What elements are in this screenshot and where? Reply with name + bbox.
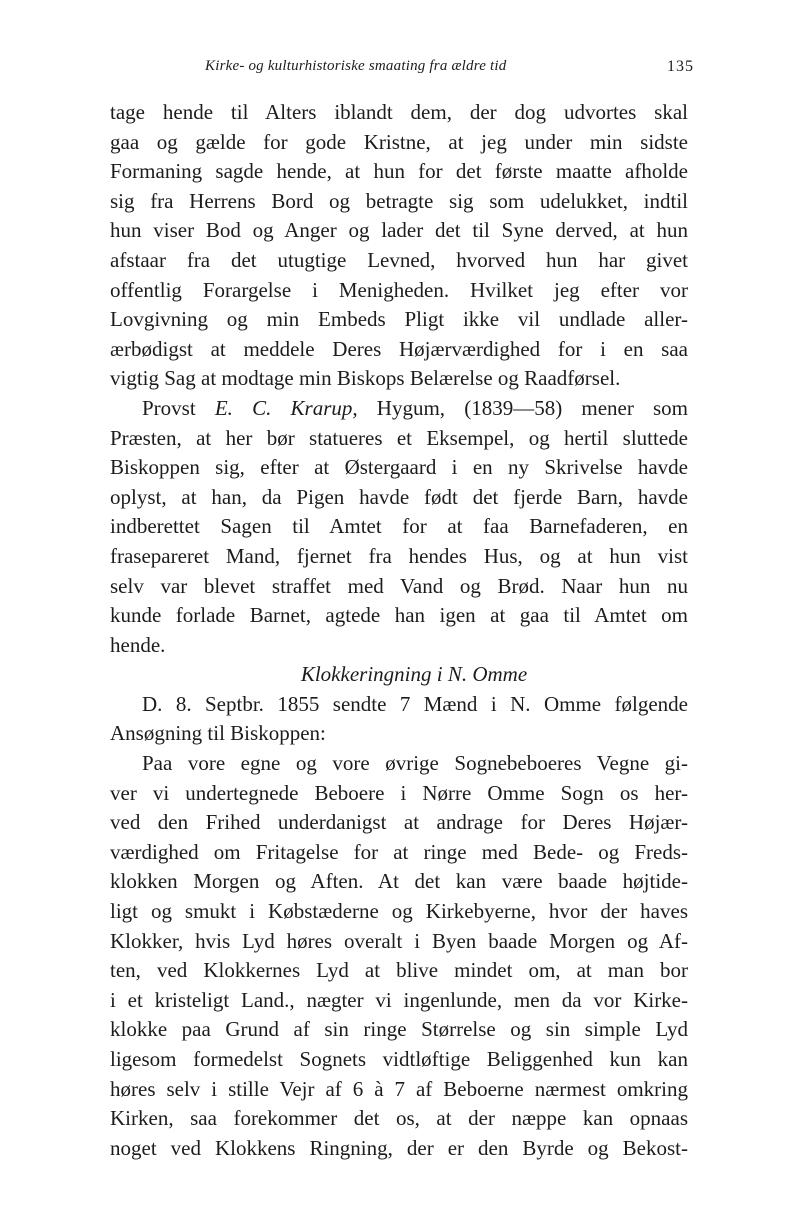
running-title: Kirke- og kulturhistoriske smaating fra ældre tid <box>205 58 507 74</box>
text-line: Lovgivning og min Embeds Pligt ikke vil undlade aller- <box>110 307 688 332</box>
paragraph-3 <box>110 690 688 749</box>
paragraph-2 <box>110 394 688 660</box>
text-line: fraseparеret Mand, fjernet fra hendes Hus, og at hun vist <box>110 543 688 568</box>
paragraph-1 <box>110 98 688 394</box>
text-line: indberettet Sagen til Amtet for at faa Barnefaderen, en <box>110 514 688 539</box>
text-line: Præsten, at her bør statueres et Eksempel, og hertil sluttede <box>110 425 688 450</box>
lead-text: Provst <box>142 395 215 420</box>
text-line: ver vi undertegnede Beboere i Nørre Omme Sogn os her- <box>110 780 688 805</box>
text-line: i et kristeligt Land., nægter vi ingenlunde, men da vor Kirke- <box>110 987 688 1012</box>
text-line: selv var blevet straffet med Vand og Brød. Naar hun nu <box>110 573 688 598</box>
text-line: klokke paa Grund af sin ringe Størrelse og sin simple Lyd <box>110 1017 688 1042</box>
person-name: E. C. Krarup, <box>214 395 358 420</box>
text-line: sig fra Herrens Bord og betragte sig som udelukket, indtil <box>110 188 688 213</box>
text-line: hun viser Bod og Anger og lader det til Syne derved, at hun <box>110 218 688 243</box>
text-line: Biskoppen sig, efter at Østergaard i en ny Skrivelse havde <box>110 455 688 480</box>
paragraph-4 <box>110 749 688 1163</box>
text-line: klokken Morgen og Aften. At det kan være baade højtide- <box>110 869 688 894</box>
body-text <box>110 98 688 1163</box>
text-line: oplyst, at han, da Pigen havde født det fjerde Barn, havde <box>110 484 688 509</box>
text-line: Paa vore egne og vore øvrige Sognebeboeres Vegne gi- <box>142 751 688 776</box>
text-line <box>110 394 688 424</box>
text-line: tage hende til Alters iblandt dem, der dog udvortes skal <box>110 100 688 124</box>
text-line: Klokker, hvis Lyd høres overalt i Byen baade Morgen og Af- <box>110 928 688 953</box>
text-line: værdighed om Fritagelse for at ringe med Bede- og Freds- <box>110 839 688 864</box>
text-line: offentlig Forargelse i Menigheden. Hvilket jeg efter vor <box>110 277 688 302</box>
text-line: hende. <box>110 632 166 657</box>
lead-rest: Hygum, (1839—58) mener som <box>357 395 689 420</box>
text-line: ten, ved Klokkernes Lyd at blive mindet om, at man bor <box>110 958 688 983</box>
text-line: afstaar fra det utugtige Levned, hvorved hun har givet <box>110 247 688 272</box>
text-line: Formaning sagde hende, at hun for det første maatte afholde <box>110 159 688 184</box>
section-heading: Klokkeringning i N. Omme <box>300 662 528 687</box>
text-line: D. 8. Septbr. 1855 sendte 7 Mænd i N. Omme følgende <box>142 691 688 716</box>
page-number: 135 <box>667 58 694 75</box>
text-line: noget ved Klokkens Ringning, der er den Byrde og Bekost- <box>110 1135 688 1160</box>
text-line: Ansøgning til Biskoppen: <box>110 721 326 746</box>
text-line: Kirken, saa forekommer det os, at der næppe kan opnaas <box>110 1106 688 1131</box>
text-line: ligt og smukt i Købstæderne og Kirkebyerne, hvor der haves <box>110 899 688 924</box>
text-line: ligesom formedelst Sognets vidtløftige Beliggenhed kun kan <box>110 1047 688 1071</box>
text-line: gaa og gælde for gode Kristne, at jeg under min sidste <box>110 129 688 154</box>
text-line: ved den Frihed underdanigst at andrage for Deres Højær- <box>110 810 688 835</box>
text-line: vigtig Sag at modtage min Biskops Belærelse og Raadførsel. <box>110 366 621 391</box>
text-line: høres selv i stille Vejr af 6 à 7 af Beboerne nærmest omkring <box>110 1076 688 1101</box>
text-line: ærbødigst at meddele Deres Højærværdighed for i en saa <box>110 336 688 361</box>
text-line: kunde forlade Barnet, agtede han igen at gaa til Amtet om <box>110 603 688 628</box>
